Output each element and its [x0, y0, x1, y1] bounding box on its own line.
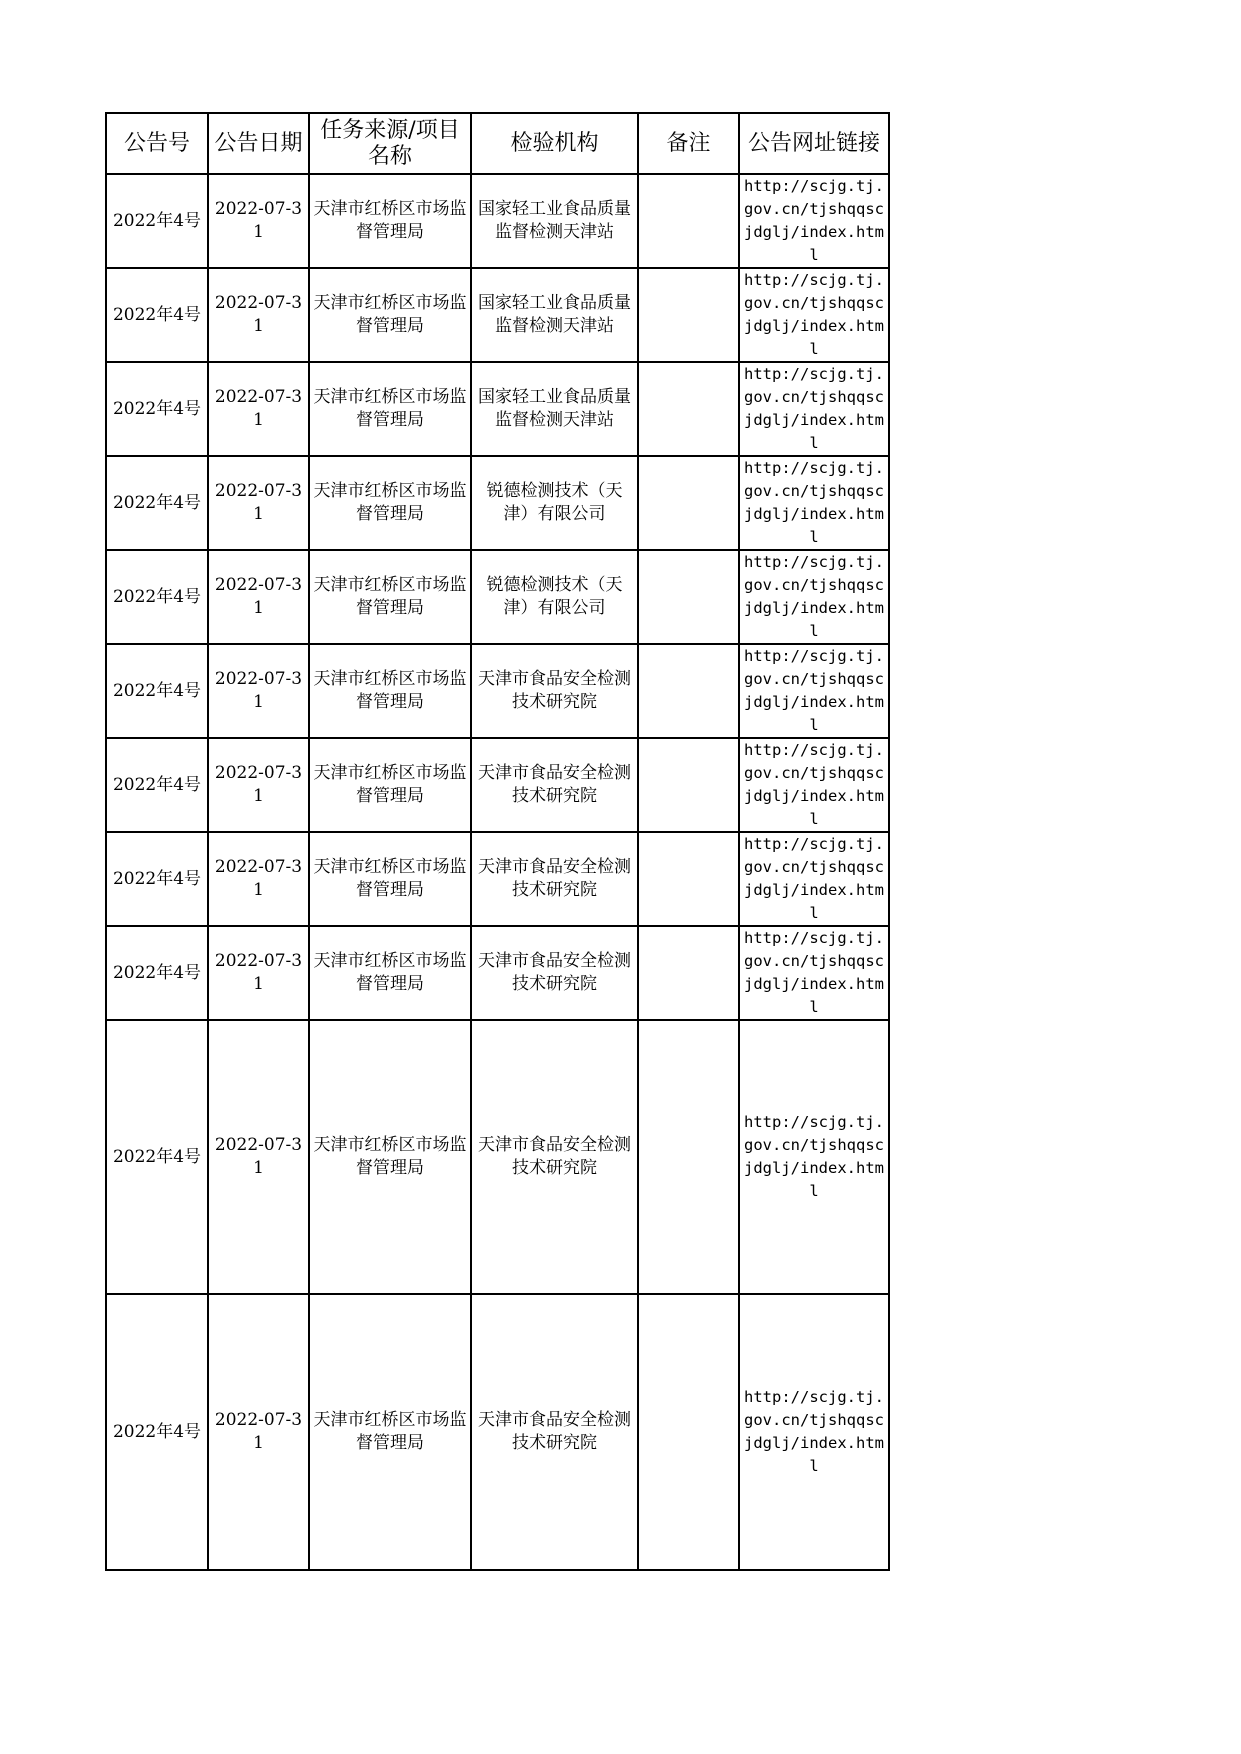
cell-date: 2022-07-31 [208, 832, 309, 926]
cell-announcement-no: 2022年4号 [106, 174, 208, 268]
header-url: 公告网址链接 [739, 113, 889, 174]
cell-source: 天津市红桥区市场监督管理局 [309, 268, 471, 362]
cell-announcement-no: 2022年4号 [106, 644, 208, 738]
cell-agency: 天津市食品安全检测技术研究院 [471, 738, 638, 832]
cell-source: 天津市红桥区市场监督管理局 [309, 832, 471, 926]
cell-announcement-no: 2022年4号 [106, 926, 208, 1020]
cell-note [638, 926, 739, 1020]
cell-date: 2022-07-31 [208, 926, 309, 1020]
cell-date: 2022-07-31 [208, 174, 309, 268]
header-announcement-no: 公告号 [106, 113, 208, 174]
header-task-source: 任务来源/项目名称 [309, 113, 471, 174]
cell-source: 天津市红桥区市场监督管理局 [309, 1020, 471, 1294]
cell-note [638, 268, 739, 362]
table-row [106, 926, 889, 1020]
table-row [106, 644, 889, 738]
cell-announcement-no: 2022年4号 [106, 1020, 208, 1294]
cell-source: 天津市红桥区市场监督管理局 [309, 174, 471, 268]
table-row [106, 1294, 889, 1570]
table-row [106, 832, 889, 926]
cell-note [638, 738, 739, 832]
cell-date: 2022-07-31 [208, 362, 309, 456]
cell-announcement-no: 2022年4号 [106, 268, 208, 362]
cell-url-link[interactable]: http://scjg.tj.gov.cn/tjshqqscjdglj/index.html [739, 832, 889, 926]
cell-agency: 天津市食品安全检测技术研究院 [471, 832, 638, 926]
table-row [106, 174, 889, 268]
cell-date: 2022-07-31 [208, 644, 309, 738]
header-announcement-date: 公告日期 [208, 113, 309, 174]
cell-date: 2022-07-31 [208, 1294, 309, 1570]
cell-agency: 国家轻工业食品质量监督检测天津站 [471, 174, 638, 268]
cell-url-link[interactable]: http://scjg.tj.gov.cn/tjshqqscjdglj/index.html [739, 1294, 889, 1570]
cell-note [638, 174, 739, 268]
cell-announcement-no: 2022年4号 [106, 362, 208, 456]
cell-agency: 锐德检测技术（天津）有限公司 [471, 550, 638, 644]
cell-date: 2022-07-31 [208, 550, 309, 644]
cell-source: 天津市红桥区市场监督管理局 [309, 550, 471, 644]
cell-agency: 天津市食品安全检测技术研究院 [471, 1294, 638, 1570]
cell-source: 天津市红桥区市场监督管理局 [309, 456, 471, 550]
cell-url-link[interactable]: http://scjg.tj.gov.cn/tjshqqscjdglj/index.html [739, 268, 889, 362]
cell-agency: 天津市食品安全检测技术研究院 [471, 644, 638, 738]
cell-url-link[interactable]: http://scjg.tj.gov.cn/tjshqqscjdglj/index.html [739, 456, 889, 550]
announcement-table [105, 112, 890, 1571]
cell-url-link[interactable]: http://scjg.tj.gov.cn/tjshqqscjdglj/index.html [739, 644, 889, 738]
cell-source: 天津市红桥区市场监督管理局 [309, 738, 471, 832]
header-inspection-agency: 检验机构 [471, 113, 638, 174]
cell-agency: 天津市食品安全检测技术研究院 [471, 926, 638, 1020]
cell-note [638, 456, 739, 550]
cell-date: 2022-07-31 [208, 456, 309, 550]
table-row [106, 1020, 889, 1294]
cell-source: 天津市红桥区市场监督管理局 [309, 926, 471, 1020]
cell-date: 2022-07-31 [208, 268, 309, 362]
table-row [106, 550, 889, 644]
cell-note [638, 1020, 739, 1294]
cell-note [638, 1294, 739, 1570]
header-note: 备注 [638, 113, 739, 174]
cell-url-link[interactable]: http://scjg.tj.gov.cn/tjshqqscjdglj/index.html [739, 1020, 889, 1294]
cell-agency: 天津市食品安全检测技术研究院 [471, 1020, 638, 1294]
table-row [106, 456, 889, 550]
cell-note [638, 644, 739, 738]
cell-agency: 锐德检测技术（天津）有限公司 [471, 456, 638, 550]
table-row [106, 738, 889, 832]
cell-note [638, 832, 739, 926]
header-row [106, 113, 889, 174]
cell-url-link[interactable]: http://scjg.tj.gov.cn/tjshqqscjdglj/index.html [739, 738, 889, 832]
table-row [106, 268, 889, 362]
cell-source: 天津市红桥区市场监督管理局 [309, 644, 471, 738]
cell-agency: 国家轻工业食品质量监督检测天津站 [471, 362, 638, 456]
cell-url-link[interactable]: http://scjg.tj.gov.cn/tjshqqscjdglj/index.html [739, 174, 889, 268]
cell-source: 天津市红桥区市场监督管理局 [309, 362, 471, 456]
cell-announcement-no: 2022年4号 [106, 738, 208, 832]
cell-url-link[interactable]: http://scjg.tj.gov.cn/tjshqqscjdglj/index.html [739, 926, 889, 1020]
cell-announcement-no: 2022年4号 [106, 832, 208, 926]
cell-url-link[interactable]: http://scjg.tj.gov.cn/tjshqqscjdglj/index.html [739, 362, 889, 456]
cell-date: 2022-07-31 [208, 738, 309, 832]
table-row [106, 362, 889, 456]
cell-note [638, 550, 739, 644]
cell-announcement-no: 2022年4号 [106, 1294, 208, 1570]
cell-note [638, 362, 739, 456]
cell-announcement-no: 2022年4号 [106, 456, 208, 550]
cell-source: 天津市红桥区市场监督管理局 [309, 1294, 471, 1570]
cell-url-link[interactable]: http://scjg.tj.gov.cn/tjshqqscjdglj/index.html [739, 550, 889, 644]
cell-announcement-no: 2022年4号 [106, 550, 208, 644]
cell-agency: 国家轻工业食品质量监督检测天津站 [471, 268, 638, 362]
cell-date: 2022-07-31 [208, 1020, 309, 1294]
